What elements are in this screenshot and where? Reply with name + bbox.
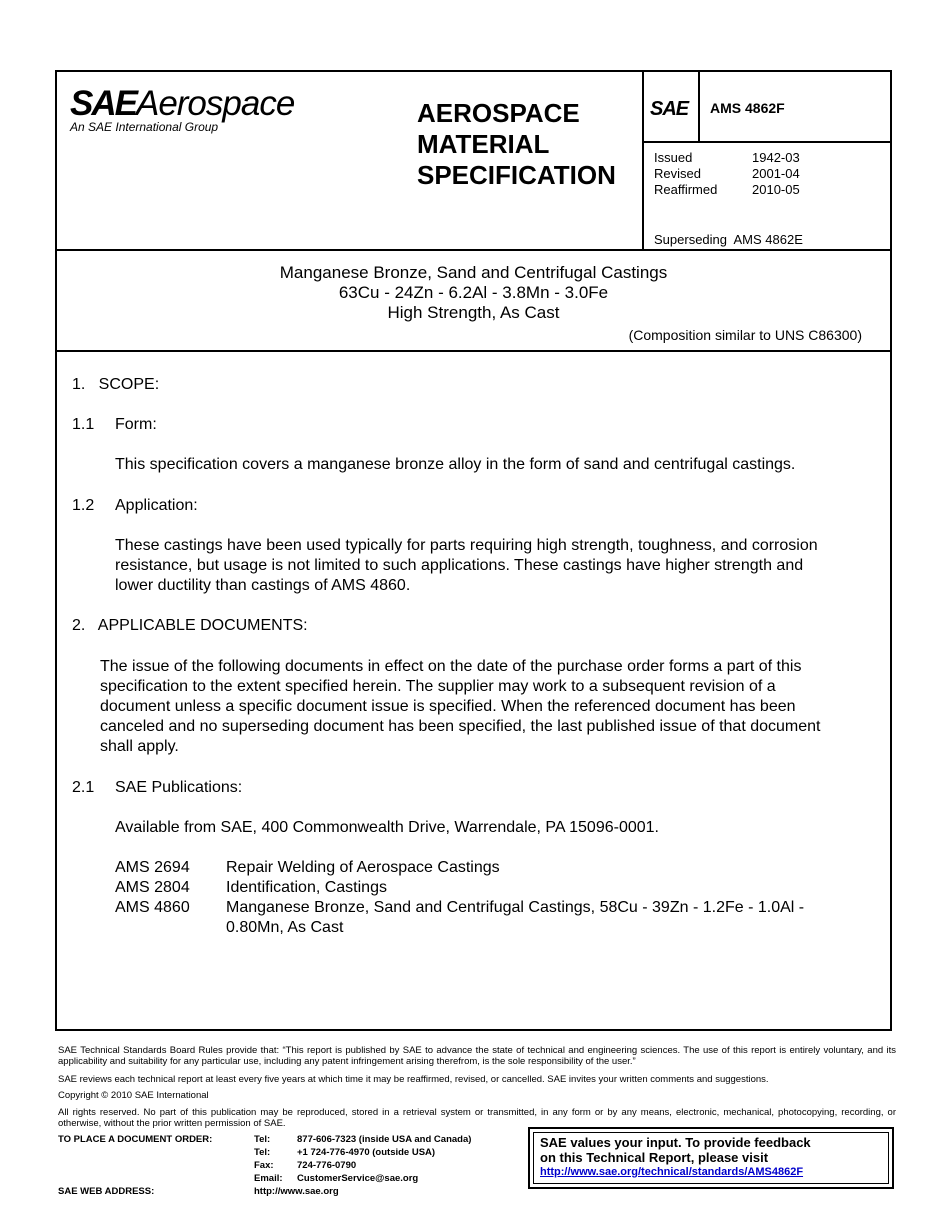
web-label: SAE WEB ADDRESS:	[58, 1186, 155, 1197]
section-application-heading: Application:	[115, 497, 198, 514]
applicable-documents-line: The issue of the following documents in effect on the date of the purchase order forms a part of this	[100, 658, 802, 675]
section-number: 1.2	[72, 497, 95, 514]
title-block	[55, 251, 892, 352]
material-condition: High Strength, As Cast	[387, 303, 560, 322]
reference-row	[115, 858, 856, 878]
email-label: Email:	[254, 1173, 283, 1184]
applicable-documents-line: document unless a specific document issue is specified. When the referenced document has been	[100, 698, 796, 715]
sae-address-paragraph: Available from SAE, 400 Commonwealth Drive, Warrendale, PA 15096-0001.	[115, 819, 659, 836]
divider	[644, 141, 890, 143]
copyright: Copyright © 2010 SAE International	[58, 1090, 209, 1101]
logo-brand: SAE	[70, 84, 136, 123]
applicable-documents-line: canceled and no superseding document has been specified, the last published issue of that document	[100, 718, 821, 735]
reference-code: AMS 2804	[115, 879, 190, 896]
revised-value: 2001-04	[752, 166, 800, 181]
title-line: SPECIFICATION	[417, 160, 616, 190]
section-form-heading: Form:	[115, 416, 157, 433]
tel-value: 877-606-7323 (inside USA and Canada)	[297, 1134, 472, 1145]
material-title: Manganese Bronze, Sand and Centrifugal Castings	[279, 263, 668, 282]
application-line: lower ductility than castings of AMS 4860.	[115, 577, 411, 594]
section-applicable-documents-heading: 2. APPLICABLE DOCUMENTS:	[72, 617, 308, 634]
material-composition: 63Cu - 24Zn - 6.2Al - 3.8Mn - 3.0Fe	[338, 283, 609, 302]
superseding: Superseding AMS 4862E	[654, 232, 803, 247]
sae-aerospace-logo	[70, 86, 294, 134]
logo-tagline: An SAE International Group	[70, 120, 219, 134]
issued-value: 1942-03	[752, 150, 800, 165]
section-number: 1.1	[72, 416, 95, 433]
web-value: http://www.sae.org	[254, 1186, 339, 1197]
section-scope-heading: 1. SCOPE:	[72, 376, 160, 393]
reaffirmed-value: 2010-05	[752, 182, 800, 197]
feedback-text: SAE values your input. To provide feedback	[540, 1135, 811, 1150]
document-number: AMS 4862F	[710, 100, 785, 116]
document-type-title	[417, 98, 616, 191]
section-sae-publications-heading: SAE Publications:	[115, 779, 243, 796]
board-rules-notice: SAE Technical Standards Board Rules provide that: “This report is published by SAE to advance the state of technical and engineering sciences. The use of this report is entirely voluntary, and its applicability and suitability for any particular use, including any patent infringement arising therefrom, is the sole responsibility of the user.”	[58, 1045, 896, 1067]
reference-title: Manganese Bronze, Sand and Centrifugal Castings, 58Cu - 39Zn - 1.2Fe - 1.0Al - 0.80Mn, As Cast	[226, 899, 805, 936]
tel2-label: Tel:	[254, 1147, 271, 1158]
applicable-documents-line: specification to the extent specified herein. The supplier may work to a subsequent revision of a	[100, 678, 776, 695]
reaffirmed-label: Reaffirmed	[654, 182, 718, 197]
feedback-text: on this Technical Report, please visit	[540, 1150, 769, 1165]
form-paragraph: This specification covers a manganese bronze alloy in the form of sand and centrifugal castings.	[115, 456, 796, 473]
reference-title: Repair Welding of Aerospace Castings	[226, 859, 500, 876]
reference-list	[115, 858, 856, 938]
application-line: These castings have been used typically for parts requiring high strength, toughness, and corrosion	[115, 537, 818, 554]
feedback-link[interactable]: http://www.sae.org/technical/standards/AMS4862F	[540, 1166, 804, 1178]
section-number: 2.1	[72, 779, 95, 796]
reference-row	[115, 878, 856, 898]
issued-label: Issued	[654, 150, 693, 165]
logo-word: Aerospace	[135, 84, 295, 123]
applicable-documents-line: shall apply.	[100, 738, 179, 755]
tel2-value: +1 724-776-4970 (outside USA)	[297, 1147, 436, 1158]
order-label: TO PLACE A DOCUMENT ORDER:	[58, 1134, 213, 1145]
feedback-box	[528, 1127, 894, 1189]
composition-note: (Composition similar to UNS C86300)	[628, 327, 862, 343]
date-table	[654, 150, 800, 198]
reference-code: AMS 4860	[115, 899, 190, 916]
reference-code: AMS 2694	[115, 859, 190, 876]
sae-mini-logo: SAE	[650, 98, 689, 120]
fax-value: 724-776-0790	[297, 1160, 357, 1171]
revised-label: Revised	[654, 166, 701, 181]
reference-title: Identification, Castings	[226, 879, 387, 896]
document-body	[55, 352, 892, 1031]
fax-label: Fax:	[254, 1160, 274, 1171]
review-notice: SAE reviews each technical report at least every five years at which time it may be reaffirmed, revised, or cancelled. SAE invites your written comments and suggestions.	[58, 1074, 769, 1085]
rights-notice: All rights reserved. No part of this publication may be reproduced, stored in a retrieval system or transmitted, in any form or by any means, electronic, mechanical, photocopying, recording, or otherwise, without the prior written permission of SAE.	[58, 1107, 896, 1129]
title-line: MATERIAL	[417, 129, 550, 159]
reference-row	[115, 898, 856, 938]
title-line: AEROSPACE	[417, 98, 580, 128]
tel-label: Tel:	[254, 1134, 271, 1145]
document-header	[55, 70, 892, 251]
application-line: resistance, but usage is not limited to such applications. These castings have higher strength and	[115, 557, 804, 574]
email-value: CustomerService@sae.org	[297, 1173, 419, 1184]
